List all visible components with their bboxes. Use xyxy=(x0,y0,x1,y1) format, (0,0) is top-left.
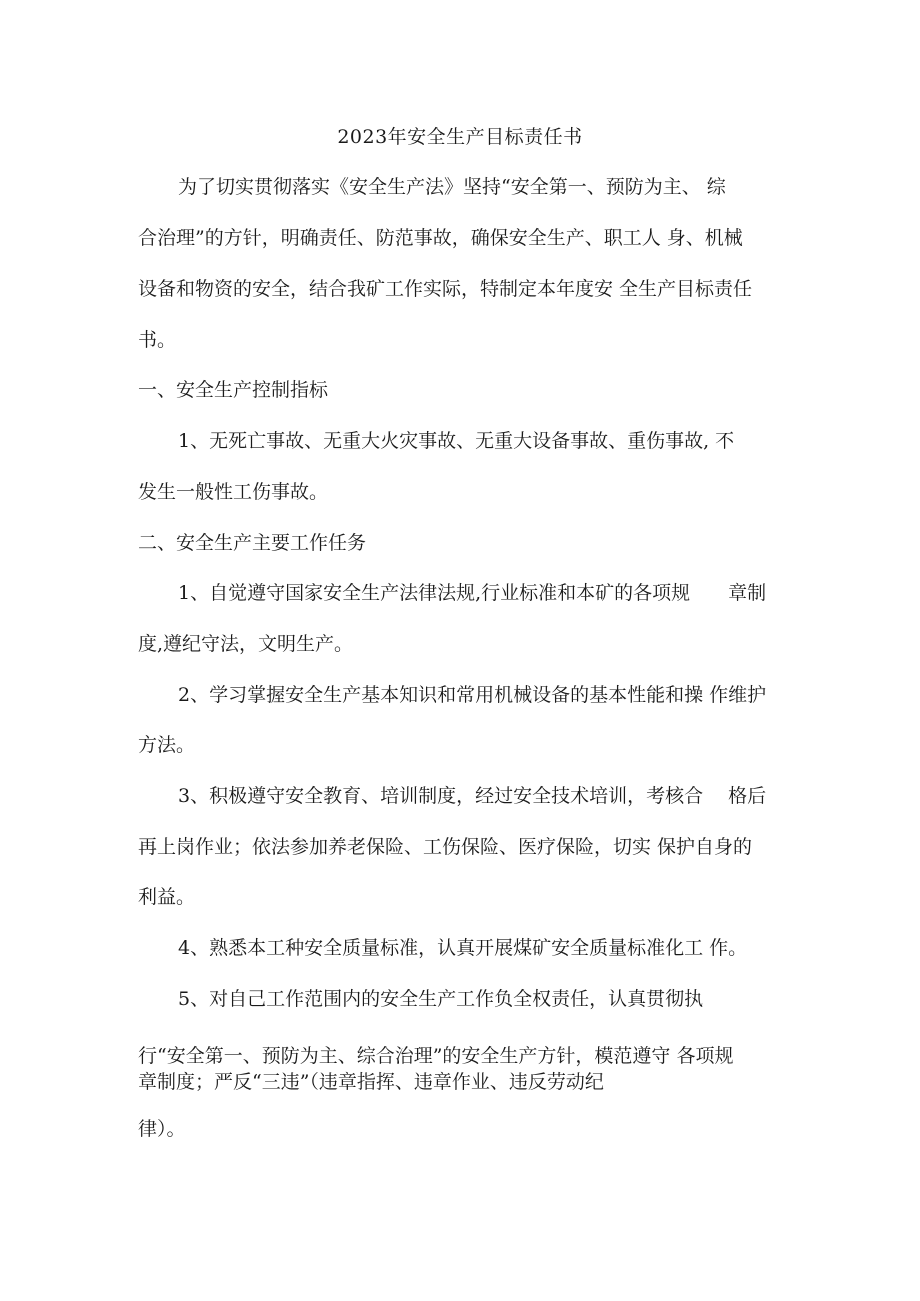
section1-item1-line-2: 发生一般性工伤事故。 xyxy=(138,481,329,503)
section2-item1-line-2: 度,遵纪守法，文明生产。 xyxy=(138,633,354,655)
intro-line-1: 为了切实贯彻落实《安全生产法》坚持“安全第一、预防为主、 综 xyxy=(178,176,726,198)
section2-heading: 二、安全生产主要工作任务 xyxy=(138,532,367,554)
section2-item5-line-4: 律）。 xyxy=(138,1118,186,1140)
section2-item3-line-1: 3、积极遵守安全教育、培训制度，经过安全技术培训，考核合 格后 xyxy=(178,785,767,807)
section2-item3-line-3: 利益。 xyxy=(138,886,196,908)
section2-item3-line-2: 再上岗作业；依法参加养老保险、工伤保险、医疗保险，切实 保护自身的 xyxy=(138,836,753,858)
section2-item5-line-3: 章制度；严反“三违”（违章指挥、违章作业、违反劳动纪 xyxy=(138,1071,604,1093)
section2-item5-line-2: 行“安全第一、预防为主、综合治理”的安全生产方针，模范遵守 各项规 xyxy=(138,1045,734,1067)
intro-line-3: 设备和物资的安全，结合我矿工作实际，特制定本年度安 全生产目标责任 xyxy=(138,278,753,300)
section2-item4-line-1: 4、熟悉本工种安全质量标准，认真开展煤矿安全质量标准化工 作。 xyxy=(178,937,748,959)
section2-item2-line-1: 2、学习掌握安全生产基本知识和常用机械设备的基本性能和操 作维护 xyxy=(178,684,767,706)
section1-heading: 一、安全生产控制指标 xyxy=(138,379,329,401)
section1-item1-line-1: 1、无死亡事故、无重大火灾事故、无重大设备事故、重伤事故, 不 xyxy=(178,430,735,452)
intro-line-4: 书。 xyxy=(138,329,177,351)
section2-item1-line-1: 1、自觉遵守国家安全生产法律法规,行业标准和本矿的各项规 章制 xyxy=(178,582,767,604)
section2-item2-line-2: 方法。 xyxy=(138,734,196,756)
section2-item5-line-1: 5、对自己工作范围内的安全生产工作负全权责任，认真贯彻执 xyxy=(178,988,704,1010)
document-title: 2023年安全生产目标责任书 xyxy=(337,126,583,148)
intro-line-2: 合治理”的方针，明确责任、防范事故，确保安全生产、职工人 身、机械 xyxy=(138,227,743,249)
